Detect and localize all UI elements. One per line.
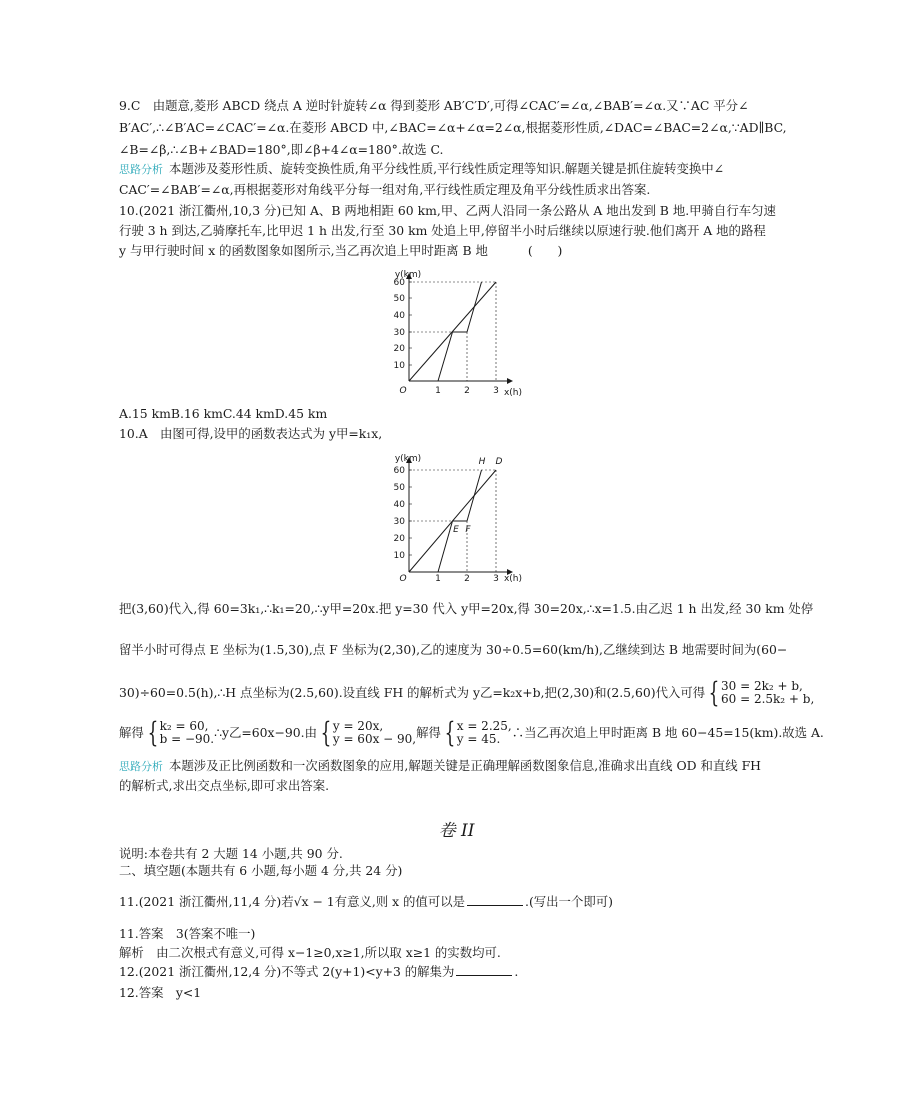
y-axis-label: y(km) (394, 454, 422, 464)
y-tick: 40 (393, 311, 405, 321)
q12-question-tail: . (514, 964, 519, 979)
equation-row: k₂ = 60, (159, 719, 209, 733)
answer-blank (467, 893, 523, 906)
q10-analysis-1 (119, 757, 761, 776)
analysis-tag: 思路分析 (119, 760, 163, 773)
q11-question-tail: .(写出一个即可) (525, 894, 613, 909)
q9-line-1: 9.C 由题意,菱形 ABCD 绕点 A 逆时针旋转∠α 得到菱形 AB′C′D′,可得∠CAC′=∠α,∠BAB′=∠α.又∵AC 平分∠ (119, 98, 749, 113)
text: 解得 (119, 725, 144, 740)
q10-solution-2: 留半小时可得点 E 坐标为(1.5,30),点 F 坐标为(2,30),乙的速度为 30÷0.5=60(km/h),乙继续到达 B 地需要时间为(60− (119, 642, 788, 657)
graph-2 (372, 452, 522, 584)
y-tick: 50 (393, 483, 405, 493)
x-axis-label: x(h) (503, 574, 522, 584)
q10-solution-3-text: 30)÷60=0.5(h),∴H 点坐标为(2.5,60).设直线 FH 的解析式为 y乙=k₂x+b,把(2,30)和(2.5,60)代入可得 (119, 685, 706, 700)
q11-question-text: 11.(2021 浙江衢州,11,4 分)若√x − 1有意义,则 x 的值可以是 (119, 894, 465, 909)
q9-line-2: B′AC′,∴∠B′AC=∠CAC′=∠α.在菱形 ABCD 中,∠BAC=∠α+∠α=2∠α,根据菱形性质,∠DAC=∠BAC=2∠α,∵AD∥BC, (119, 120, 787, 135)
y-tick: 60 (393, 278, 405, 288)
part-description: 说明:本卷共有 2 大题 14 小题,共 90 分. (119, 846, 343, 861)
q12-question-text: 12.(2021 浙江衢州,12,4 分)不等式 2(y+1)<y+3 的解集为 (119, 964, 455, 979)
q10-line-3 (119, 242, 562, 260)
q10-line-2: 行驶 3 h 到达,乙骑摩托车,比甲迟 1 h 出发,行至 30 km 处追上甲,停留半小时后继续以原速行驶.他们离开 A 地的路程 (119, 223, 766, 238)
text: ∴y乙=60x−90.由 (214, 725, 318, 740)
q11-answer: 11.答案 3(答案不唯一) (119, 926, 256, 941)
equation-row: 30 = 2k₂ + b, (720, 679, 803, 693)
x-tick: 1 (435, 386, 441, 396)
y-tick: 20 (393, 534, 405, 544)
answer-paren: ( ) (527, 243, 563, 258)
q10-line-3-text: y 与甲行驶时间 x 的函数图象如图所示,当乙再次追上甲时距离 B 地 (119, 243, 488, 258)
q12-question (119, 963, 518, 981)
text: 解得 (416, 725, 441, 740)
x-tick: 2 (464, 574, 470, 584)
equation-row: x = 2.25, (456, 719, 512, 733)
q10-line-1: 10.(2021 浙江衢州,10,3 分)已知 A、B 两地相距 60 km,甲、乙两人沿同一条公路从 A 地出发到 B 地.甲骑自行车匀速 (119, 203, 776, 218)
text: ∴当乙再次追上甲时距离 B 地 60−45=15(km).故选 A. (511, 725, 824, 740)
y-tick: 30 (393, 328, 405, 338)
y-axis-label: y(km) (394, 270, 422, 280)
q10-analysis-2: 的解析式,求出交点坐标,即可求出答案. (119, 778, 330, 793)
analysis-text: 本题涉及正比例函数和一次函数图象的应用,解题关键是正确理解函数图象信息,准确求出直线 OD 和直线 FH (169, 758, 761, 773)
x-axis-label: x(h) (503, 388, 522, 398)
x-tick: 3 (493, 574, 499, 584)
part-title: 卷 II (438, 821, 475, 841)
x-tick: 2 (464, 386, 470, 396)
equation-row: y = 45. (456, 732, 501, 746)
equation-row: b = −90. (159, 732, 215, 746)
equation-system-4: { x = 2.25, y = 45. (444, 716, 512, 749)
equation-system-2: { k₂ = 60, b = −90. (147, 716, 215, 749)
answer-blank (456, 963, 512, 976)
q9-line-3: ∠B=∠β,∴∠B+∠BAD=180°,即∠β+4∠α=180°.故选 C. (119, 142, 444, 157)
q11-question (119, 893, 613, 911)
y-tick: 50 (393, 294, 405, 304)
y-tick: 30 (393, 517, 405, 527)
point-f-label: F (465, 525, 471, 535)
x-tick: 3 (493, 386, 499, 396)
q10-solution-3 (119, 676, 815, 709)
q10-solution-head: 10.A 由图可得,设甲的函数表达式为 y甲=k₁x, (119, 426, 383, 441)
section-heading: 二、填空题(本题共有 6 小题,每小题 4 分,共 24 分) (119, 863, 403, 878)
equation-row: y = 60x − 90, (332, 732, 417, 746)
x-tick: 1 (435, 574, 441, 584)
equation-row: y = 20x, (332, 719, 384, 733)
q10-options: A.15 kmB.16 kmC.44 kmD.45 km (119, 406, 328, 421)
analysis-tag: 思路分析 (119, 163, 163, 176)
q12-answer: 12.答案 y<1 (119, 985, 202, 1000)
q9-analysis-2: CAC′=∠BAB′=∠α,再根据菱形对角线平分每一组对角,平行线性质定理及角平分线性质求出答案. (119, 182, 651, 197)
y-tick: 40 (393, 500, 405, 510)
q11-explanation: 解析 由二次根式有意义,可得 x−1≥0,x≥1,所以取 x≥1 的实数均可. (119, 945, 501, 960)
line-fh (438, 470, 482, 572)
equation-system-3: { y = 20x, y = 60x − 90, (320, 716, 417, 749)
y-tick: 20 (393, 344, 405, 354)
origin-label: O (399, 386, 407, 396)
equation-system-1: { 30 = 2k₂ + b, 60 = 2.5k₂ + b, (708, 676, 815, 709)
point-e-label: E (453, 525, 459, 535)
point-h-label: H (478, 457, 486, 467)
y-tick: 10 (393, 361, 405, 371)
analysis-text: 本题涉及菱形性质、旋转变换性质,角平分线性质,平行线性质定理等知识.解题关键是抓住旋转变换中∠ (169, 161, 724, 176)
q9-analysis-1 (119, 160, 724, 179)
graph-1 (372, 268, 522, 400)
y-tick: 10 (393, 551, 405, 561)
equation-row: 60 = 2.5k₂ + b, (720, 692, 815, 706)
q10-solution-4 (119, 716, 824, 749)
origin-label: O (399, 574, 407, 584)
line-yi (438, 282, 482, 381)
y-tick: 60 (393, 466, 405, 476)
q10-solution-1: 把(3,60)代入,得 60=3k₁,∴k₁=20,∴y甲=20x.把 y=30 代入 y甲=20x,得 30=20x,∴x=1.5.由乙迟 1 h 出发,经 30 km 处停 (119, 601, 814, 616)
point-d-label: D (495, 457, 503, 467)
